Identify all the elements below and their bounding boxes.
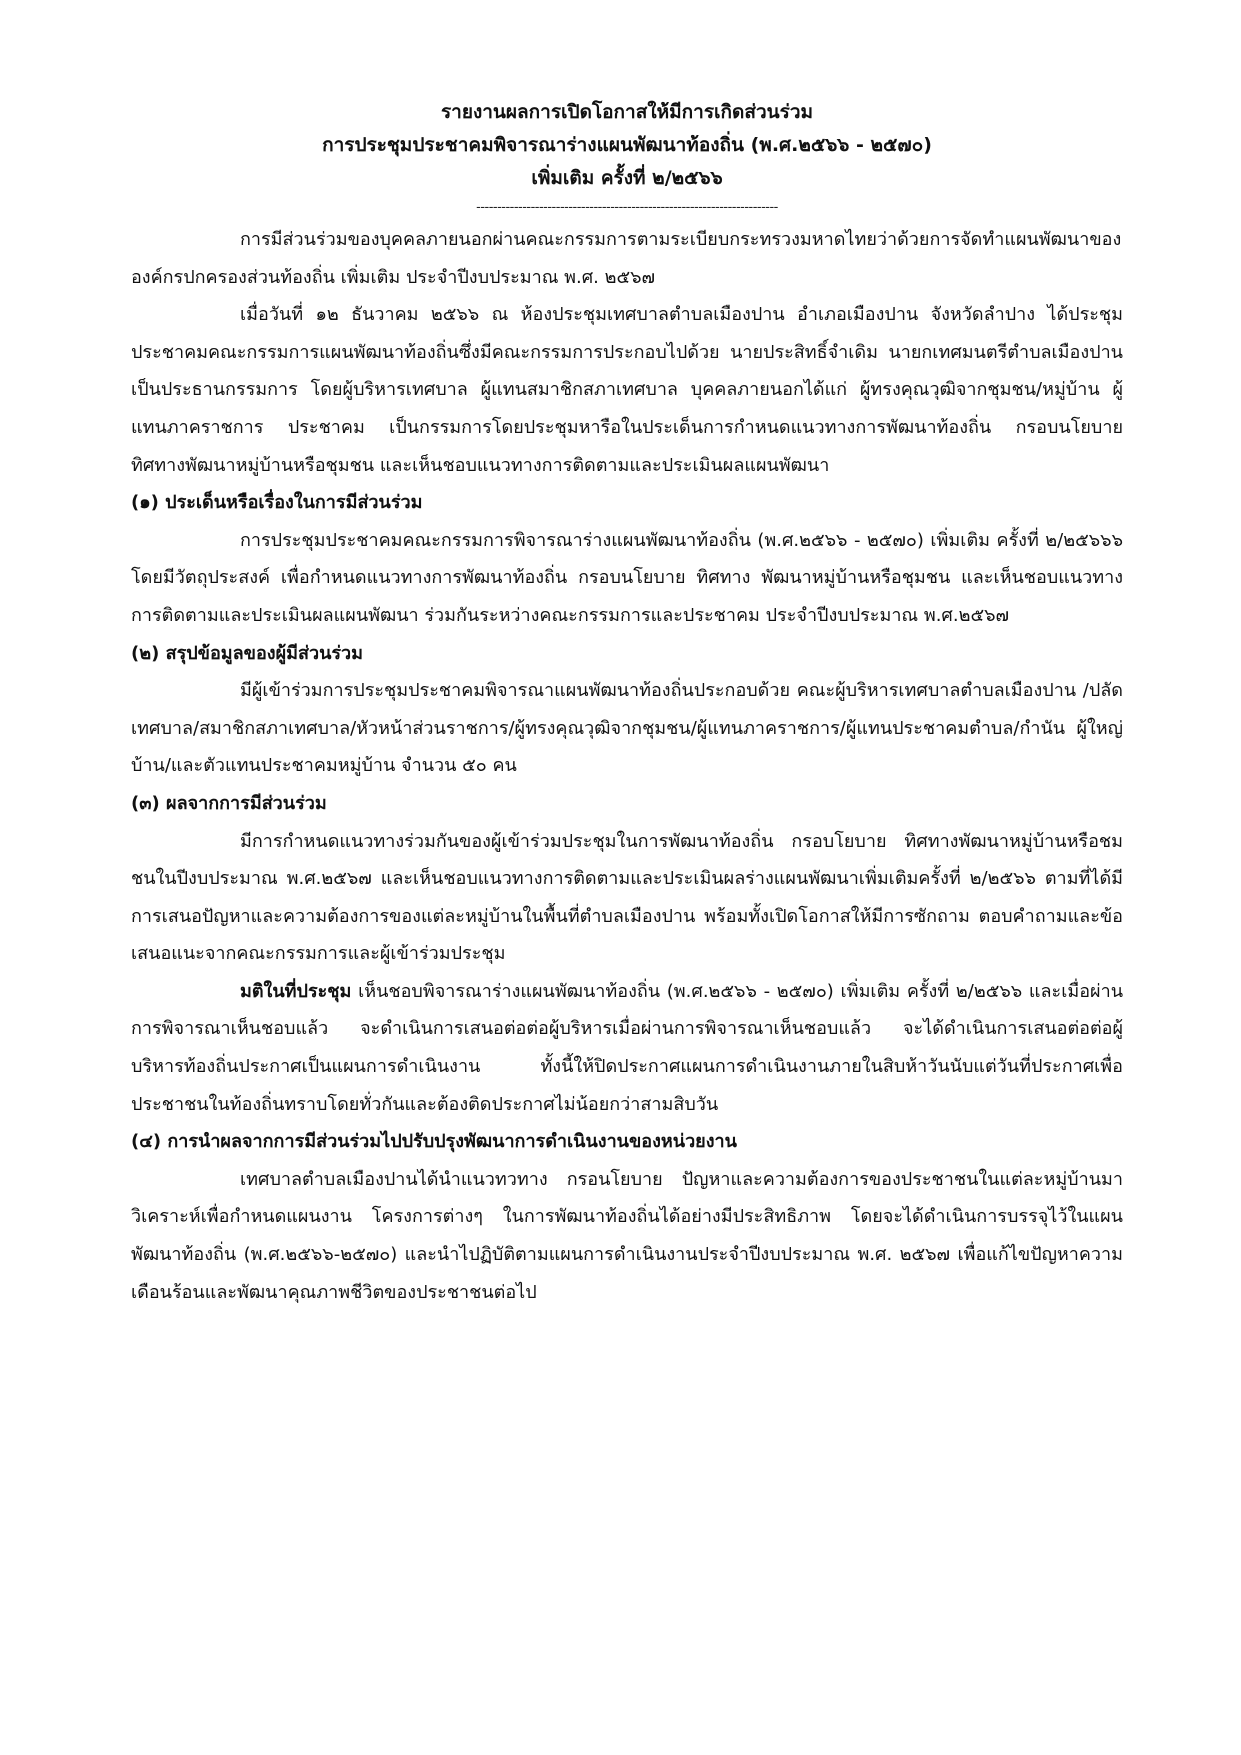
intro-paragraph-2: เมื่อวันที่ ๑๒ ธันวาคม ๒๕๖๖ ณ ห้องประชุมเทศบาลตำบลเมืองปาน อำเภอเมืองปาน จังหวัดลำปาง ได้ประชุมประชาคมคณะกรรมการแผนพัฒนาท้องถิ่นซึ่งมีคณะกรรมการประกอบไปด้วย นายประสิทธิ์จำเดิม นายกเทศมนตรีตำบลเมืองปาน เป็นประธานกรรมการ โดยผู้บริหารเทศบาล ผู้แทนสมาชิกสภาเทศบาล บุคคลภายนอกได้แก่ ผู้ทรงคุณวุฒิจากชุมชน/หมู่บ้าน ผู้แทนภาคราชการ ประชาคม เป็นกรรมการโดยประชุมหารือในประเด็นการกำหนดแนวทางการพัฒนาท้องถิ่น กรอบนโยบาย ทิศทางพัฒนาหมู่บ้านหรือชุมชน และเห็นชอบแนวทางการติดตามและประเมินผลแผนพัฒนา — [131, 304, 1123, 476]
section-2-body: มีผู้เข้าร่วมการประชุมประชาคมพิจารณาแผนพัฒนาท้องถิ่นประกอบด้วย คณะผู้บริหารเทศบาลตำบลเมืองปาน /ปลัดเทศบาล/สมาชิกสภาเทศบาล/หัวหน้าส่วนราชการ/ผู้ทรงคุณวุฒิจากชุมชน/ผู้แทนภาคราชการ/ผู้แทนประชาคมตำบล/กำนัน ผู้ใหญ่บ้าน/และตัวแทนประชาคมหมู่บ้าน จำนวน ๕๐ คน — [131, 680, 1123, 777]
section-3-heading: (๓) ผลจากการมีส่วนร่วม — [131, 792, 327, 814]
resolution-text: เห็นชอบพิจารณาร่างแผนพัฒนาท้องถิ่น (พ.ศ.๒๕๖๖ - ๒๕๗๐) เพิ่มเติม ครั้งที่ ๒/๒๕๖๖ และเมื่อผ่านการพิจารณาเห็นชอบแล้ว จะดำเนินการเสนอต่อต่อผู้บริหารเมื่อผ่านการพิจารณาเห็นชอบแล้ว จะได้ดำเนินการเสนอต่อต่อผู้บริหารท้องถิ่นประกาศเป็นแผนการดำเนินงาน ทั้งนี้ให้ปิดประกาศแผนการดำเนินงานภายในสิบห้าวันนับแต่วันที่ประกาศเพื่อประชาชนในท้องถิ่นทราบโดยทั่วกันและต้องติดประกาศไม่น้อยกว่าสามสิบวัน — [131, 980, 1123, 1115]
section-4-body: เทศบาลตำบลเมืองปานได้นำแนวทวทาง กรอนโยบาย ปัญหาและความต้องการของประชาชนในแต่ละหมู่บ้านมาวิเคราะห์เพื่อกำหนดแผนงาน โครงการต่างๆ ในการพัฒนาท้องถิ่นได้อย่างมีประสิทธิภาพ โดยจะได้ดำเนินการบรรจุไว้ในแผนพัฒนาท้องถิ่น (พ.ศ.๒๕๖๖-๒๕๗๐) และนำไปฏิบัติตามแผนการดำเนินงานประจำปีงบประมาณ พ.ศ. ๒๕๖๗ เพื่อแก้ไขปัญหาความเดือนร้อนและพัฒนาคุณภาพชีวิตของประชาชนต่อไป — [131, 1168, 1123, 1303]
report-title-line-1: รายงานผลการเปิดโอกาสให้มีการเกิดส่วนร่วม — [440, 101, 814, 123]
section-4-heading: (๔) การนำผลจากการมีส่วนร่วมไปปรับปรุงพัฒนาการดำเนินงานของหน่วยงาน — [131, 1131, 737, 1153]
document-page — [131, 96, 1123, 1311]
resolution-lead: มติในที่ประชุม — [240, 980, 352, 1002]
section-2-heading: (๒) สรุปข้อมูลของผู้มีส่วนร่วม — [131, 642, 364, 664]
section-1-heading: (๑) ประเด็นหรือเรื่องในการมีส่วนร่วม — [131, 492, 423, 514]
section-3-resolution — [131, 973, 1123, 1123]
section-1-body: การประชุมประชาคมคณะกรรมการพิจารณาร่างแผนพัฒนาท้องถิ่น (พ.ศ.๒๕๖๖ - ๒๕๗๐) เพิ่มเติม ครั้งที่ ๒/๒๕๖๖๖ โดยมีวัตถุประสงค์ เพื่อกำหนดแนวทางการพัฒนาท้องถิ่น กรอบนโยบาย ทิศทาง พัฒนาหมู่บ้านหรือชุมชน และเห็นชอบแนวทางการติดตามและประเมินผลแผนพัฒนา ร่วมกันระหว่างคณะกรรมการและประชาคม ประจำปีงบประมาณ พ.ศ.๒๕๖๗ — [131, 529, 1123, 626]
intro-paragraph-1: การมีส่วนร่วมของบุคคลภายนอกผ่านคณะกรรมการตามระเบียบกระทรวงมหาดไทยว่าด้วยการจัดทำแผนพัฒนาขององค์กรปกครองส่วนท้องถิ่น เพิ่มเติม ประจำปีงบประมาณ พ.ศ. ๒๕๖๗ — [131, 229, 1122, 288]
section-3-body: มีการกำหนดแนวทางร่วมกันของผู้เข้าร่วมประชุมในการพัฒนาท้องถิ่น กรอบโยบาย ทิศทางพัฒนาหมู่บ้านหรือชมชนในปีงบประมาณ พ.ศ.๒๕๖๗ และเห็นชอบแนวทางการติดตามและประเมินผลร่างแผนพัฒนาเพิ่มเติมครั้งที่ ๒/๒๕๖๖ ตามที่ได้มีการเสนอปัญหาและความต้องการของแต่ละหมู่บ้านในพื้นที่ตำบลเมืองปาน พร้อมทั้งเปิดโอกาสให้มีการซักถาม ตอบคำถามและข้อเสนอแนะจากคณะกรรมการและผู้เข้าร่วมประชุม — [131, 830, 1123, 965]
title-separator: ------------------------------------------------------------------------ — [476, 200, 778, 215]
report-title-line-3: เพิ่มเติม ครั้งที่ ๒/๒๕๖๖ — [531, 167, 723, 189]
report-title-line-2: การประชุมประชาคมพิจารณาร่างแผนพัฒนาท้องถิ่น (พ.ศ.๒๕๖๖ - ๒๕๗๐) — [322, 134, 932, 156]
